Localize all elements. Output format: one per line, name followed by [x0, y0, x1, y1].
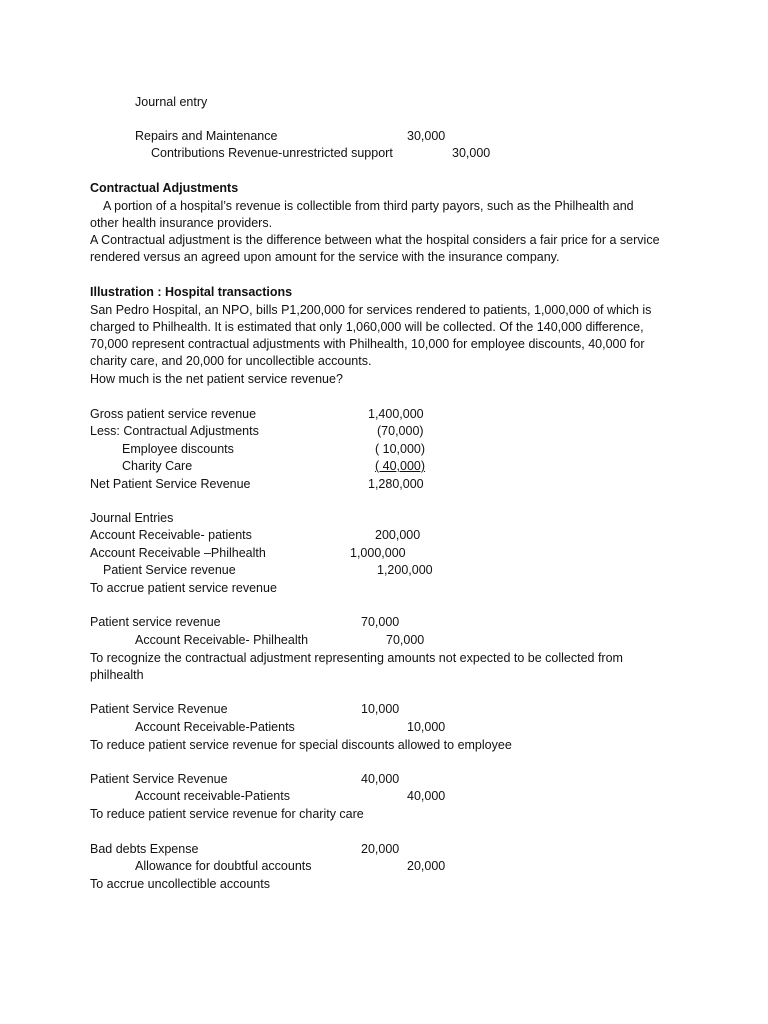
illustration-heading: Illustration : Hospital transactions	[90, 285, 293, 299]
e2-debit-account: Patient service revenue	[90, 615, 221, 629]
e4-debit-account: Patient Service Revenue	[90, 772, 228, 786]
e4-debit-amount: 40,000	[361, 772, 400, 786]
credit-account: Contributions Revenue-unrestricted support	[151, 146, 393, 160]
debit-account: Repairs and Maintenance	[135, 129, 278, 143]
e2-memo-line2: philhealth	[90, 668, 144, 682]
e3-credit-amount: 10,000	[407, 720, 446, 734]
e1-debit2-amount: 1,000,000	[350, 546, 406, 560]
illustration-line2: charged to Philhealth. It is estimated that only 1,060,000 will be collected. Of the 140,000 difference,	[90, 320, 644, 334]
net-revenue-label: Net Patient Service Revenue	[90, 477, 251, 491]
e3-debit-amount: 10,000	[361, 702, 400, 716]
charity-care-amount: ( 40,000)	[375, 459, 426, 473]
e1-debit1-amount: 200,000	[375, 528, 421, 542]
e5-credit-account: Allowance for doubtful accounts	[135, 859, 312, 873]
illustration-question: How much is the net patient service revenue?	[90, 372, 343, 386]
e5-memo: To accrue uncollectible accounts	[90, 877, 270, 891]
e3-memo: To reduce patient service revenue for special discounts allowed to employee	[90, 738, 512, 752]
e5-debit-account: Bad debts Expense	[90, 842, 199, 856]
illustration-line4: charity care, and 20,000 for uncollectible accounts.	[90, 354, 372, 368]
contractual-heading: Contractual Adjustments	[90, 181, 239, 195]
employee-discounts-label: Employee discounts	[122, 442, 234, 456]
employee-discounts-amount: ( 10,000)	[375, 442, 426, 456]
debit-amount: 30,000	[407, 129, 446, 143]
charity-care-label: Charity Care	[122, 459, 193, 473]
e1-credit-amount: 1,200,000	[377, 563, 433, 577]
gross-revenue-amount: 1,400,000	[368, 407, 424, 421]
gross-revenue-label: Gross patient service revenue	[90, 407, 257, 421]
e5-debit-amount: 20,000	[361, 842, 400, 856]
contractual-para2-line2: rendered versus an agreed upon amount for the service with the insurance company.	[90, 250, 560, 264]
e3-debit-account: Patient Service Revenue	[90, 702, 228, 716]
illustration-line1: San Pedro Hospital, an NPO, bills P1,200,000 for services rendered to patients, 1,000,000 of which is	[90, 303, 652, 317]
e2-debit-amount: 70,000	[361, 615, 400, 629]
e3-credit-account: Account Receivable-Patients	[135, 720, 295, 734]
e2-credit-account: Account Receivable- Philhealth	[135, 633, 309, 647]
e2-credit-amount: 70,000	[386, 633, 425, 647]
contractual-para1-line1: A portion of a hospital’s revenue is collectible from third party payors, such as the Philhealth and	[103, 199, 634, 213]
journal-entry-heading: Journal entry	[135, 95, 208, 109]
illustration-line3: 70,000 represent contractual adjustments with Philhealth, 10,000 for employee discounts, 40,000 for	[90, 337, 645, 351]
contractual-adj-label: Less: Contractual Adjustments	[90, 424, 259, 438]
e1-credit-account: Patient Service revenue	[103, 563, 236, 577]
e4-memo: To reduce patient service revenue for charity care	[90, 807, 364, 821]
e4-credit-account: Account receivable-Patients	[135, 789, 290, 803]
e4-credit-amount: 40,000	[407, 789, 446, 803]
net-revenue-amount: 1,280,000	[368, 477, 424, 491]
e2-memo-line1: To recognize the contractual adjustment representing amounts not expected to be collected from	[90, 651, 623, 665]
contractual-para1-line2: other health insurance providers.	[90, 216, 273, 230]
credit-amount: 30,000	[452, 146, 491, 160]
contractual-adj-amount: (70,000)	[377, 424, 424, 438]
journal-entries-heading: Journal Entries	[90, 511, 174, 525]
e1-memo: To accrue patient service revenue	[90, 581, 277, 595]
e1-debit1-account: Account Receivable- patients	[90, 528, 252, 542]
e5-credit-amount: 20,000	[407, 859, 446, 873]
e1-debit2-account: Account Receivable –Philhealth	[90, 546, 266, 560]
contractual-para2-line1: A Contractual adjustment is the difference between what the hospital considers a fair price for a service	[90, 233, 660, 247]
